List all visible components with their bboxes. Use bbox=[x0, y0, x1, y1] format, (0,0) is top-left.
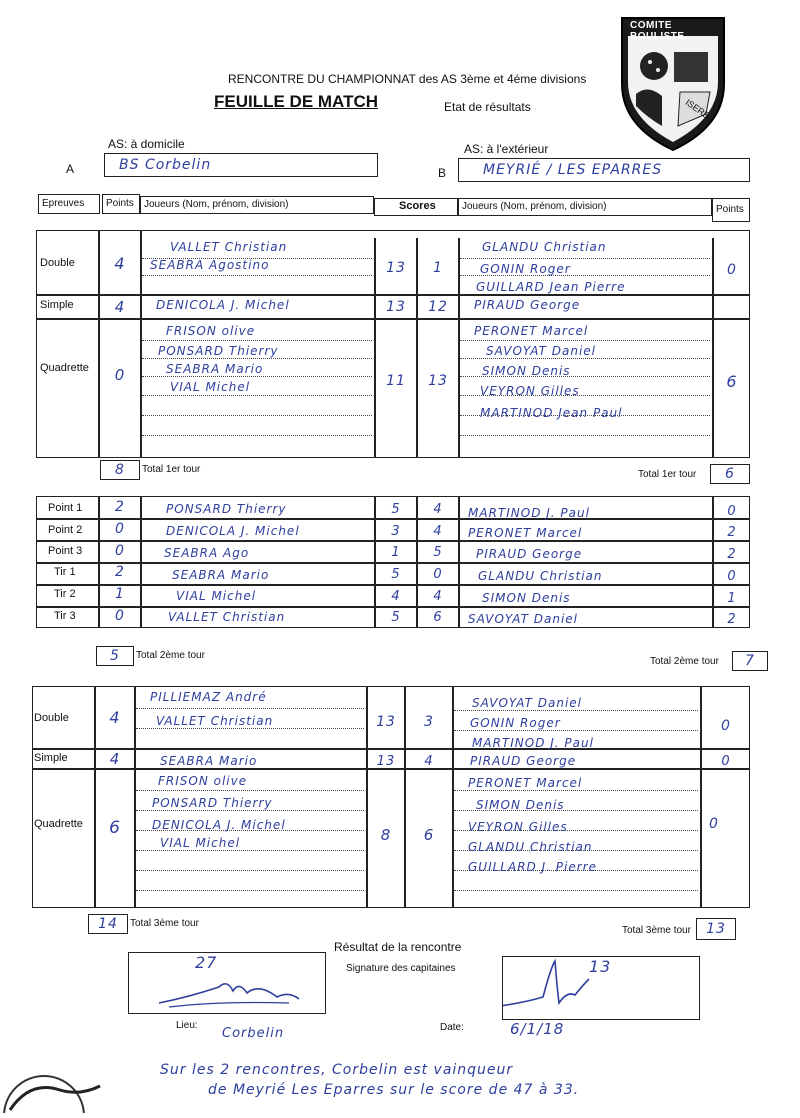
home-team-label: AS: à domicile bbox=[108, 137, 185, 151]
player-b: PIRAUD George bbox=[470, 754, 577, 768]
tour3-total-label-a: Total 3ème tour bbox=[130, 918, 199, 929]
player-b: MARTINOD J. Paul bbox=[472, 736, 594, 750]
score-a: 5 bbox=[391, 610, 401, 625]
tour1-total-b: 6 bbox=[725, 466, 735, 482]
score-a: 1 bbox=[391, 545, 401, 560]
points-b: 1 bbox=[727, 591, 737, 606]
score-a: 13 bbox=[386, 260, 406, 276]
points-b: 0 bbox=[721, 718, 731, 734]
score-a: 13 bbox=[376, 754, 396, 769]
player-b: GONIN Roger bbox=[480, 262, 571, 276]
championship-heading: RENCONTRE DU CHAMPIONNAT des AS 3ème et 4éme divisions bbox=[228, 72, 587, 86]
date-value: 6/1/18 bbox=[510, 1020, 565, 1038]
player-b: SAVOYAT Daniel bbox=[486, 344, 597, 358]
epreuve-label: Point 1 bbox=[48, 502, 83, 514]
home-team-letter: A bbox=[66, 162, 75, 176]
player-a: SEABRA Mario bbox=[160, 754, 258, 768]
result-label: Résultat de la rencontre bbox=[334, 940, 462, 954]
points-b: 0 bbox=[727, 504, 737, 519]
player-b: SIMON Denis bbox=[476, 798, 565, 812]
player-b: SIMON Denis bbox=[482, 364, 571, 378]
comite-bouliste-logo bbox=[618, 14, 728, 154]
player-b: GLANDU Christian bbox=[478, 569, 603, 583]
player-b: GLANDU Christian bbox=[468, 840, 593, 854]
player-a: SEABRA Mario bbox=[172, 568, 270, 582]
tour2-total-label-a: Total 2ème tour bbox=[136, 650, 205, 661]
score-b: 12 bbox=[428, 299, 448, 315]
points-b: 6 bbox=[726, 372, 738, 391]
player-b: PIRAUD George bbox=[474, 298, 581, 312]
points-a: 0 bbox=[114, 366, 126, 384]
score-b: 3 bbox=[424, 714, 434, 730]
player-a: DENICOLA J. Michel bbox=[166, 524, 300, 538]
tour2-total-b-box bbox=[732, 651, 768, 671]
away-team-letter: B bbox=[438, 166, 447, 180]
points-a: 4 bbox=[114, 298, 126, 316]
points-a: 0 bbox=[115, 521, 125, 537]
player-a: PONSARD Thierry bbox=[152, 796, 273, 810]
tour3-total-label-b: Total 3ème tour bbox=[622, 925, 691, 936]
tour3-total-b-box bbox=[696, 918, 736, 940]
player-a: DENICOLA J. Michel bbox=[152, 818, 286, 832]
signature-a bbox=[129, 953, 327, 1015]
epreuve-label: Tir 2 bbox=[54, 588, 76, 600]
player-b: GLANDU Christian bbox=[482, 240, 607, 254]
points-a: 4 bbox=[109, 708, 121, 727]
header-joueurs-a: Joueurs (Nom, prénom, division) bbox=[140, 196, 374, 214]
epreuve-label: Tir 3 bbox=[54, 610, 76, 622]
header-joueurs-b: Joueurs (Nom, prénom, division) bbox=[458, 198, 712, 216]
date-label: Date: bbox=[440, 1022, 464, 1033]
player-a: PONSARD Thierry bbox=[166, 502, 287, 516]
tour2-total-b: 7 bbox=[745, 653, 755, 669]
score-b: 4 bbox=[424, 754, 434, 769]
result-score-b: 13 bbox=[589, 957, 612, 976]
score-a: 13 bbox=[376, 714, 396, 730]
points-b: 0 bbox=[727, 569, 737, 584]
tour2-total-a-box bbox=[96, 646, 134, 666]
player-b: VEYRON Gilles bbox=[480, 384, 580, 398]
crest-title-text: COMITE BOULISTE bbox=[630, 20, 685, 42]
player-b: PERONET Marcel bbox=[468, 526, 583, 540]
player-a: PONSARD Thierry bbox=[158, 344, 279, 358]
tour2-total-a: 5 bbox=[110, 648, 120, 664]
player-a: PILLIEMAZ André bbox=[150, 690, 267, 704]
score-a: 13 bbox=[386, 299, 406, 315]
away-team-box bbox=[458, 158, 750, 182]
score-a: 5 bbox=[391, 567, 401, 582]
points-a: 4 bbox=[109, 750, 121, 768]
header-scores: Scores bbox=[374, 198, 458, 216]
points-b: 2 bbox=[727, 612, 737, 627]
player-a: SEABRA Ago bbox=[164, 546, 250, 560]
player-b: MARTINOD J. Paul bbox=[468, 506, 590, 520]
epreuve-label: Point 2 bbox=[48, 524, 83, 536]
page-title: FEUILLE DE MATCH bbox=[214, 92, 379, 111]
points-b: 2 bbox=[727, 547, 737, 562]
points-a: 2 bbox=[115, 564, 125, 580]
tour1-total-label-a: Total 1er tour bbox=[142, 464, 201, 475]
player-a: FRISON olive bbox=[166, 324, 256, 338]
player-b: PERONET Marcel bbox=[474, 324, 589, 338]
points-a: 1 bbox=[115, 586, 125, 602]
player-a: SEABRA Agostino bbox=[150, 258, 270, 272]
score-b: 4 bbox=[433, 502, 443, 517]
player-a: VALLET Christian bbox=[156, 714, 274, 728]
points-a: 0 bbox=[115, 608, 125, 624]
player-a: VIAL Michel bbox=[176, 589, 257, 603]
tour1-total-label-b: Total 1er tour bbox=[638, 469, 697, 480]
points-a: 2 bbox=[115, 499, 125, 515]
player-b: SAVOYAT Daniel bbox=[472, 696, 583, 710]
lieu-value: Corbelin bbox=[222, 1026, 285, 1041]
epreuve-label: Quadrette bbox=[34, 818, 83, 830]
away-team-label: AS: à l'extérieur bbox=[464, 142, 549, 156]
score-b: 13 bbox=[428, 373, 448, 389]
score-b: 4 bbox=[433, 524, 443, 539]
points-a: 4 bbox=[114, 254, 126, 273]
player-a: SEABRA Mario bbox=[166, 362, 264, 376]
tour3-total-b: 13 bbox=[706, 921, 726, 937]
crest-side-text: ISERE bbox=[683, 97, 712, 121]
home-team-box bbox=[104, 153, 378, 177]
epreuve-label: Double bbox=[34, 712, 69, 724]
epreuve-label: Quadrette bbox=[40, 362, 89, 374]
epreuve-label: Simple bbox=[34, 752, 68, 764]
tour1-total-b-box bbox=[710, 464, 750, 484]
player-a: VALLET Christian bbox=[170, 240, 288, 254]
epreuve-label: Double bbox=[40, 257, 75, 269]
signature-b bbox=[503, 957, 701, 1021]
stamp-mark bbox=[0, 1060, 110, 1113]
points-b: 0 bbox=[709, 816, 719, 832]
player-b: GUILLARD Jean Pierre bbox=[476, 280, 626, 294]
points-b: 0 bbox=[727, 262, 737, 278]
page-subtitle: Etat de résultats bbox=[444, 100, 531, 114]
player-b: GUILLARD J. Pierre bbox=[468, 860, 597, 874]
points-b: 2 bbox=[727, 525, 737, 540]
score-b: 1 bbox=[433, 260, 443, 276]
epreuve-label: Point 3 bbox=[48, 545, 83, 557]
points-a: 6 bbox=[109, 818, 121, 838]
score-a: 11 bbox=[386, 373, 406, 389]
player-b: PERONET Marcel bbox=[468, 776, 583, 790]
player-a: DENICOLA J. Michel bbox=[156, 298, 290, 312]
score-b: 6 bbox=[433, 610, 443, 625]
away-team-name: MEYRIÉ / LES EPARRES bbox=[483, 162, 663, 178]
result-box-b bbox=[502, 956, 700, 1020]
score-b: 0 bbox=[433, 567, 443, 582]
tour3-total-a-box bbox=[88, 914, 128, 934]
player-b: MARTINOD Jean Paul bbox=[480, 406, 623, 420]
tour3-total-a: 14 bbox=[98, 916, 118, 932]
player-a: VIAL Michel bbox=[160, 836, 241, 850]
signatures-label: Signature des capitaines bbox=[346, 963, 456, 974]
epreuve-label: Simple bbox=[40, 299, 74, 311]
result-note-line2: de Meyrié Les Eparres sur le score de 47 à 33. bbox=[208, 1082, 580, 1098]
tour1-total-a: 8 bbox=[115, 462, 125, 478]
player-b: SAVOYAT Daniel bbox=[468, 612, 579, 626]
score-a: 8 bbox=[380, 826, 392, 844]
player-a: VALLET Christian bbox=[168, 610, 286, 624]
result-note-line1: Sur les 2 rencontres, Corbelin est vainqueur bbox=[160, 1062, 514, 1078]
score-a: 3 bbox=[391, 524, 401, 539]
score-b: 6 bbox=[423, 826, 435, 844]
player-a: VIAL Michel bbox=[170, 380, 251, 394]
points-b: 0 bbox=[721, 754, 731, 769]
points-a: 0 bbox=[115, 543, 125, 559]
result-score-a: 27 bbox=[195, 953, 218, 972]
header-points-a: Points bbox=[102, 194, 140, 214]
score-a: 5 bbox=[391, 502, 401, 517]
lieu-label: Lieu: bbox=[176, 1020, 198, 1031]
player-a: FRISON olive bbox=[158, 774, 248, 788]
epreuve-label: Tir 1 bbox=[54, 566, 76, 578]
header-epreuves: Epreuves bbox=[38, 194, 100, 214]
score-b: 5 bbox=[433, 545, 443, 560]
tour1-total-a-box bbox=[100, 460, 140, 480]
player-b: PIRAUD George bbox=[476, 547, 583, 561]
player-b: GONIN Roger bbox=[470, 716, 561, 730]
score-b: 4 bbox=[433, 589, 443, 604]
home-team-name: BS Corbelin bbox=[119, 157, 212, 173]
header-points-b: Points bbox=[712, 198, 750, 222]
tour2-total-label-b: Total 2ème tour bbox=[650, 656, 719, 667]
score-a: 4 bbox=[391, 589, 401, 604]
player-b: VEYRON Gilles bbox=[468, 820, 568, 834]
player-b: SIMON Denis bbox=[482, 591, 571, 605]
result-box-a bbox=[128, 952, 326, 1014]
